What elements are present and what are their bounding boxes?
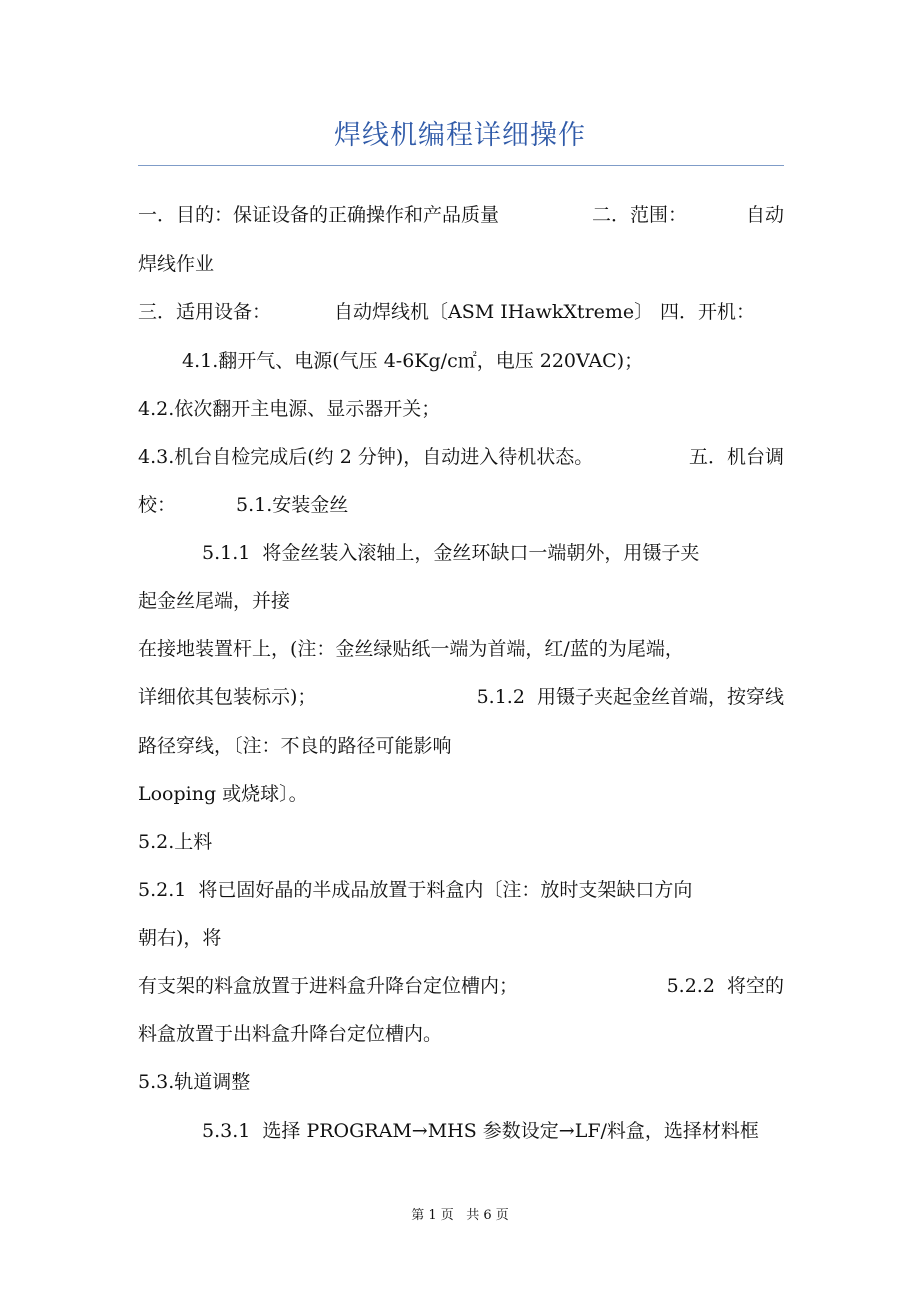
section-scope-text: 自动 <box>745 204 784 226</box>
step-text: 4.3.机台自检完成后(约 2 分钟)，自动进入待机状态。 <box>138 446 594 468</box>
section-purpose: 一．目的：保证设备的正确操作和产品质量 <box>138 204 500 226</box>
text-line <box>138 490 784 520</box>
page-number: 第 1 页 共 6 页 <box>411 1208 509 1223</box>
subsection-heading: 5.2.上料 <box>138 831 213 853</box>
subsection-heading: 5.1.安装金丝 <box>236 494 349 516</box>
text-line: 起金丝尾端，并接 <box>138 590 291 612</box>
text-line <box>138 971 784 1001</box>
text-line: 朝右)，将 <box>138 927 222 949</box>
text-line: 焊线作业 <box>138 253 215 275</box>
step-text: 5.2.2 将空的 <box>666 975 784 997</box>
section-scope-heading: 二．范围： <box>592 204 688 226</box>
text-line <box>138 682 784 712</box>
step-text: 详细依其包装标示)； <box>138 686 317 708</box>
text-line: 4.2.依次翻开主电源、显示器开关； <box>138 398 441 420</box>
section-calibration-heading-cont: 校： <box>138 494 177 516</box>
section-calibration-heading: 五．机台调 <box>688 446 784 468</box>
page-footer <box>0 1206 920 1226</box>
text-line: 5.3.1 选择 PROGRAM→MHS 参数设定→LF/料盒，选择材料框 <box>202 1120 759 1142</box>
section-equipment-text: 自动焊线机〔ASM IHawkXtreme〕 <box>334 301 654 323</box>
title-divider <box>138 165 784 166</box>
text-line: 4.1.翻开气、电源(气压 4-6Kg/c㎡，电压 220VAC)； <box>182 350 644 372</box>
text-line: 5.2.1 将已固好晶的半成品放置于料盒内〔注：放时支架缺口方向 <box>138 879 693 901</box>
step-text: 有支架的料盒放置于进料盒升降台定位槽内； <box>138 975 519 997</box>
subsection-heading: 5.3.轨道调整 <box>138 1071 251 1093</box>
text-line <box>138 200 784 230</box>
section-startup-heading: 四．开机： <box>660 301 756 323</box>
text-line: Looping 或烧球〕。 <box>138 783 308 805</box>
text-line: 在接地装置杆上，(注：金丝绿贴纸一端为首端，红/蓝的为尾端， <box>138 638 684 660</box>
document-title: 焊线机编程详细操作 <box>334 120 586 151</box>
section-equipment-heading: 三．适用设备： <box>138 301 272 323</box>
step-text: 5.1.2 用镊子夹起金丝首端，按穿线 <box>476 686 784 708</box>
text-line <box>138 297 784 327</box>
text-line <box>138 442 784 472</box>
text-line: 料盒放置于出料盒升降台定位槽内。 <box>138 1023 443 1045</box>
text-line: 路径穿线，〔注：不良的路径可能影响 <box>138 735 452 757</box>
text-line: 5.1.1 将金丝装入滚轴上，金丝环缺口一端朝外，用镊子夹 <box>202 542 700 564</box>
